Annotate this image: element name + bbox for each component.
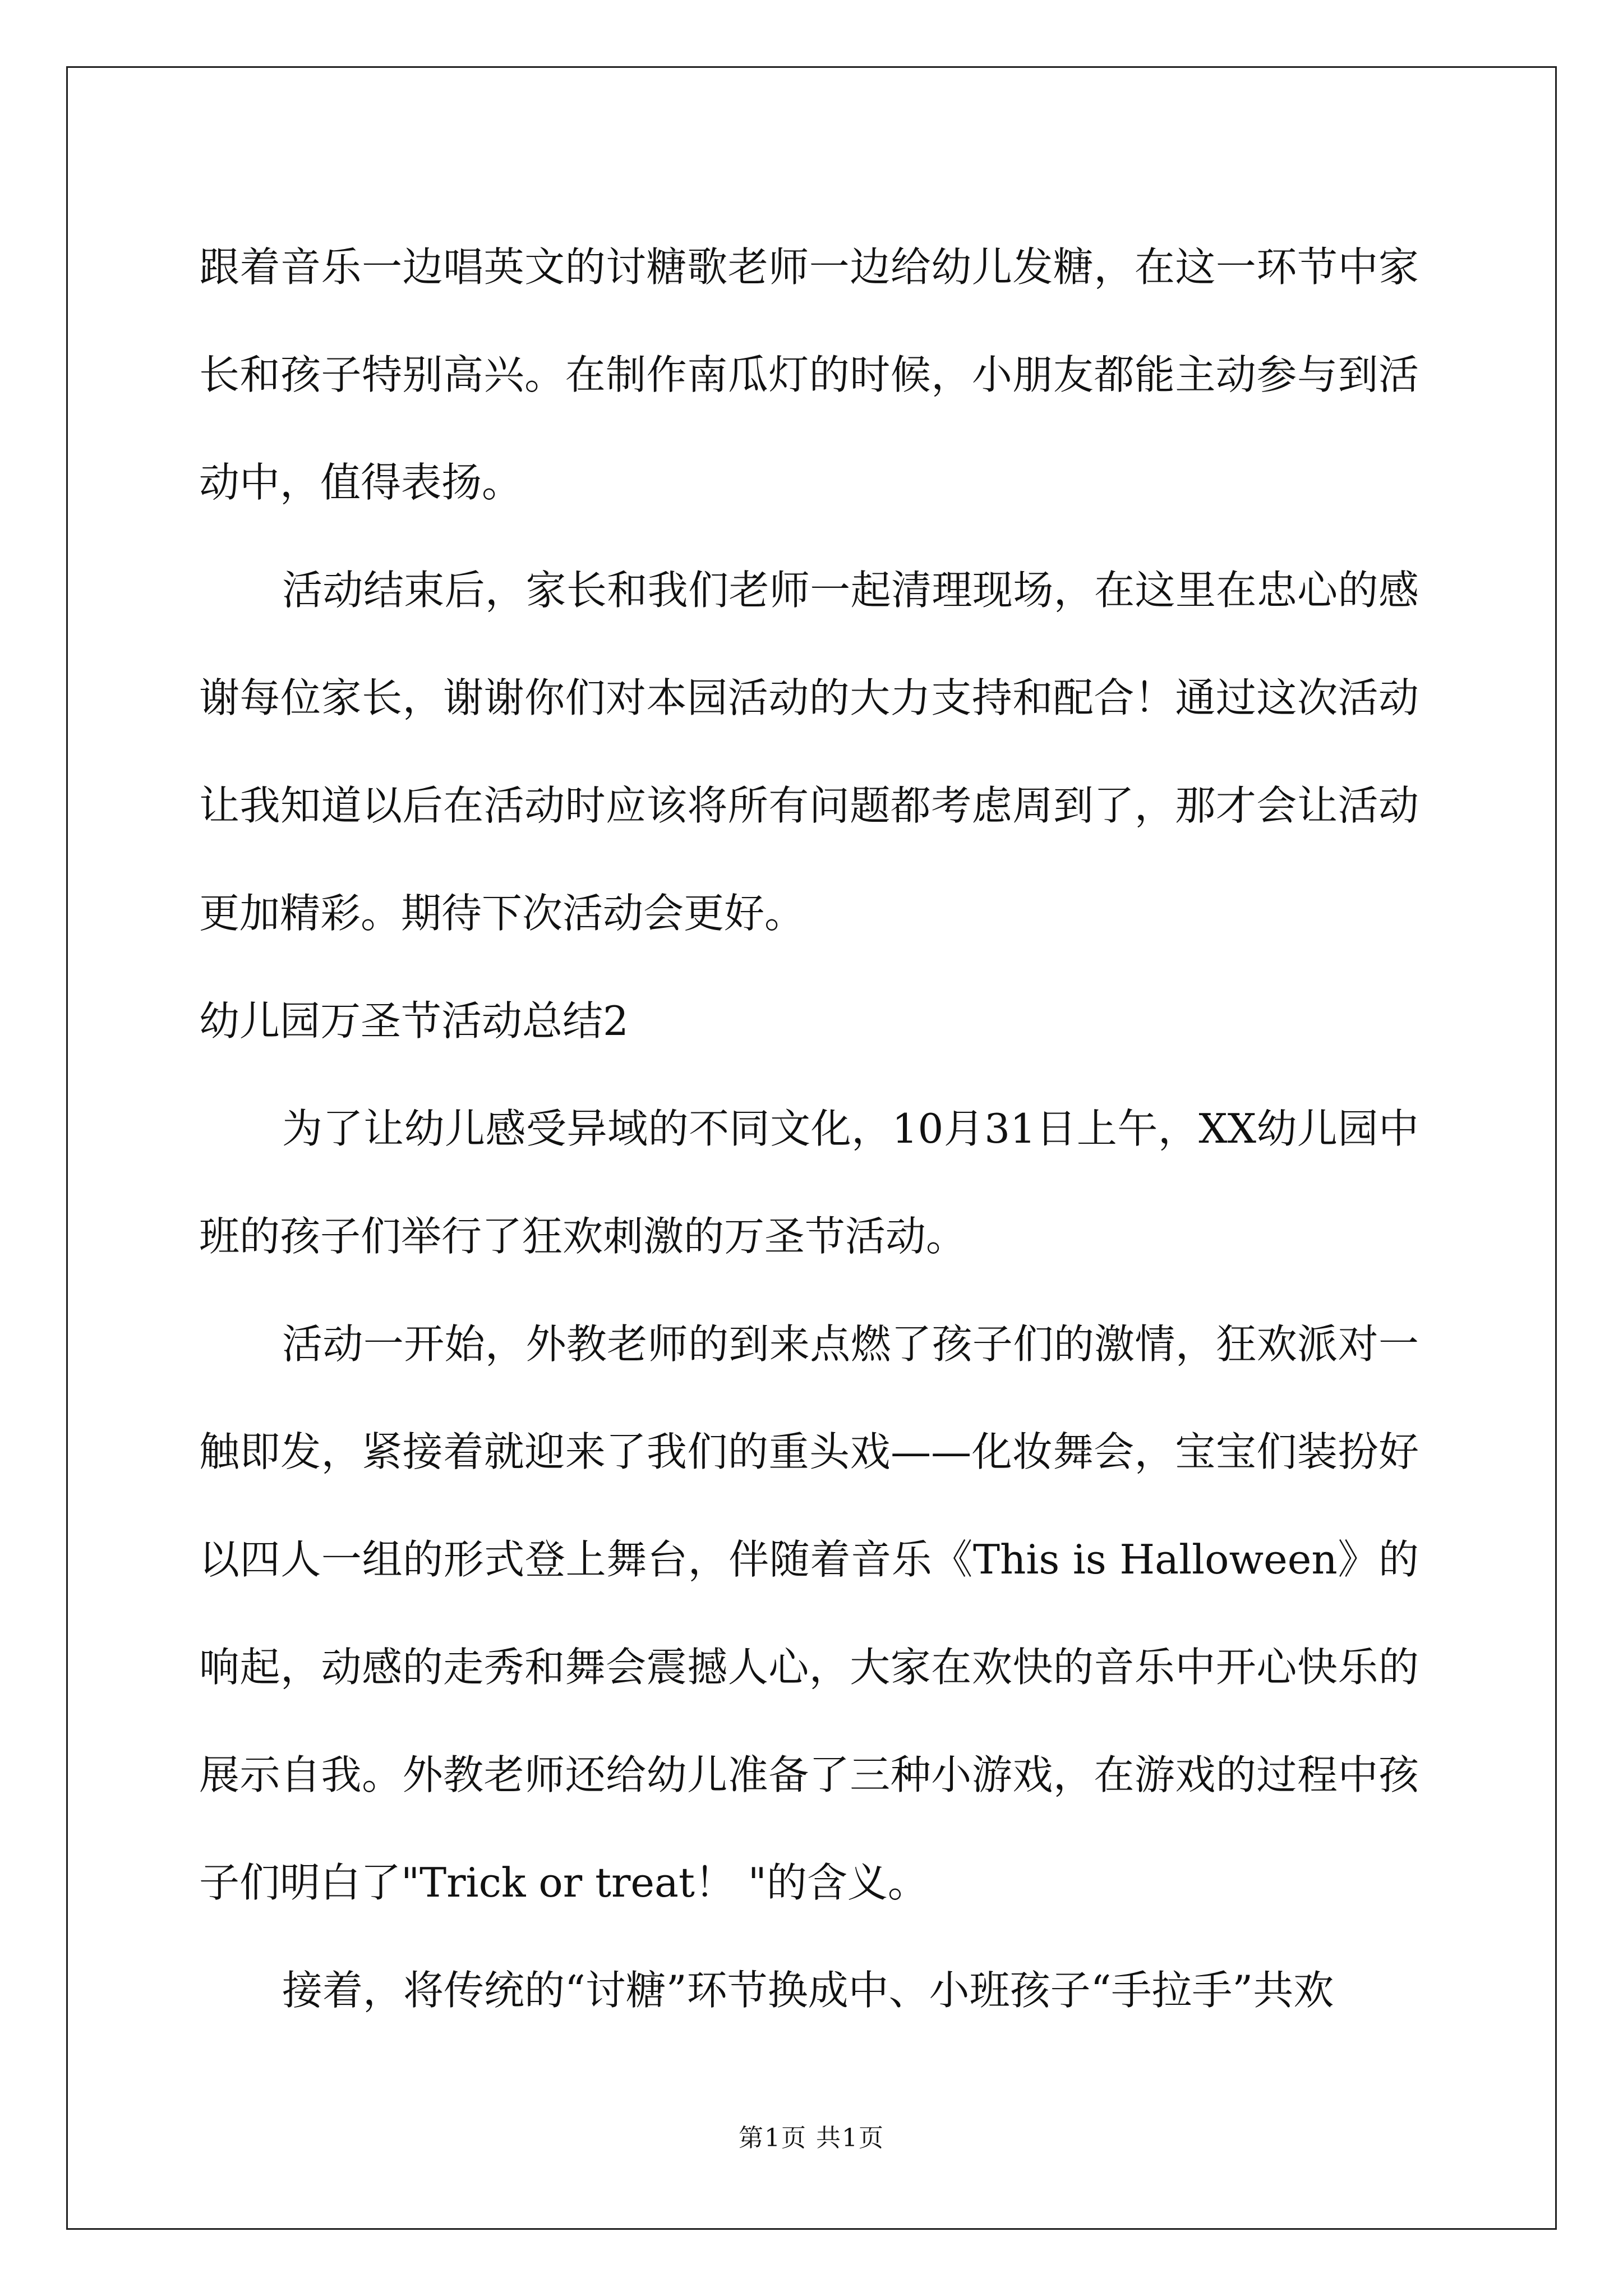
paragraph-5: 接着，将传统的“讨糖”环节换成中、小班孩子“手拉手”共欢 [282,1967,1334,2014]
paragraph-3: 为了让幼儿感受异域的不同文化，10月31日上午，XX幼儿园中班的孩子们举行了狂欢刺激的万圣节活动。 [199,1105,1419,1260]
paragraph-1: 跟着音乐一边唱英文的讨糖歌老师一边给幼儿发糖，在这一环节中家长和孩子特别高兴。在制作南瓜灯的时候，小朋友都能主动参与到活动中，值得表扬。 [199,243,1419,506]
paragraph-4: 活动一开始，外教老师的到来点燃了孩子们的激情，狂欢派对一触即发，紧接着就迎来了我们的重头戏——化妆舞会，宝宝们装扮好以四人一组的形式登上舞台，伴随着音乐《This is Halloween》的响起，动感的走秀和舞会震撼人心，大家在欢快的音乐中开心快乐的展示自我。外教老师还给幼儿准备了三种小游戏，在游戏的过程中孩子们明白了"Trick or treat！ "的含义。 [199,1320,1419,1906]
paragraph-2: 活动结束后，家长和我们老师一起清理现场，在这里在忠心的感谢每位家长，谢谢你们对本园活动的大力支持和配合！通过这次活动让我知道以后在活动时应该将所有问题都考虑周到了，那才会让活动更加精彩。期待下次活动会更好。 [199,567,1419,937]
page-footer: 第1页 共1页 [739,2124,884,2152]
section-heading: 幼儿园万圣节活动总结2 [199,997,629,1045]
document-body [199,213,1419,2044]
